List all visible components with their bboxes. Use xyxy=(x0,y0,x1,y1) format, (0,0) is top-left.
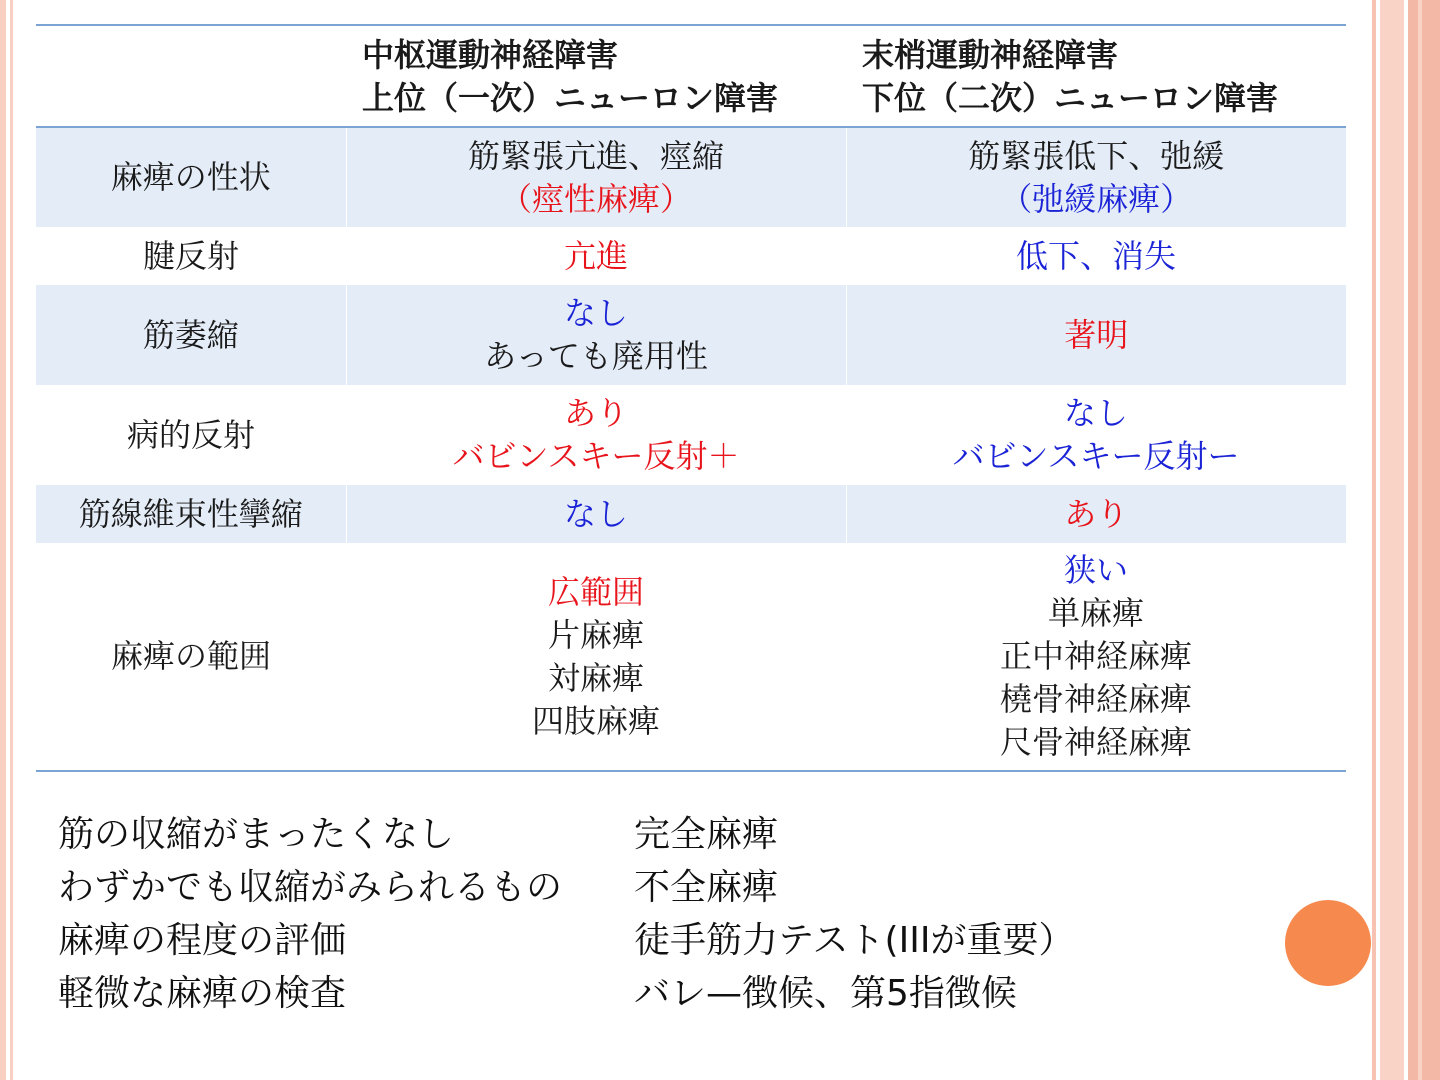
table-header-row xyxy=(36,25,1346,127)
upper-cell xyxy=(346,227,846,285)
cell-text: 筋緊張亢進、痙縮 xyxy=(467,136,724,175)
row-label: 筋萎縮 xyxy=(36,285,346,385)
lower-cell xyxy=(846,285,1346,385)
lower-cell xyxy=(846,385,1346,485)
row-label: 麻痺の範囲 xyxy=(110,637,271,675)
cell-text: （弛緩麻痺） xyxy=(1000,179,1193,218)
cell-text: 四肢麻痺 xyxy=(531,701,660,740)
upper-cell xyxy=(346,285,846,385)
cell-text: あっても廃用性 xyxy=(484,337,708,375)
note-row xyxy=(58,967,1258,1020)
table-row xyxy=(36,127,1346,227)
cell-text: 単麻痺 xyxy=(1047,594,1144,632)
cell-text: 尺骨神経麻痺 xyxy=(999,723,1192,761)
lower-cell xyxy=(846,127,1346,227)
cell-text: 橈骨神経麻痺 xyxy=(999,680,1192,718)
lower-cell xyxy=(846,543,1346,771)
lower-cell xyxy=(846,485,1346,543)
cell-text: 広範囲 xyxy=(547,572,644,611)
left-border-stripe xyxy=(0,0,6,1080)
cell-text: あり xyxy=(563,394,628,432)
note-description: 軽微な麻痺の検査 xyxy=(58,973,347,1014)
cell-text: バビンスキー反射ー xyxy=(952,437,1240,475)
table-row xyxy=(36,485,1346,543)
note-row xyxy=(58,914,1258,967)
cell-text: 低下、消失 xyxy=(1015,236,1176,275)
header-lower-motor xyxy=(846,25,1346,127)
row-label: 病的反射 xyxy=(126,415,255,454)
row-label: 筋線維束性攣縮 xyxy=(36,485,346,543)
cell-text: あり xyxy=(1064,494,1129,533)
table-row xyxy=(36,227,1346,285)
header-lower-subtitle: 下位（二次）ニューロン障害 xyxy=(862,79,1279,117)
paralysis-notes xyxy=(58,808,1258,1020)
row-label: 腱反射 xyxy=(142,236,239,275)
comparison-table xyxy=(36,24,1346,772)
upper-cell xyxy=(346,385,846,485)
row-label: 麻痺の性状 xyxy=(36,127,346,227)
cell-text: （痙性麻痺） xyxy=(499,179,692,218)
cell-text: 著明 xyxy=(1064,315,1129,354)
note-term: 完全麻痺 xyxy=(634,814,779,855)
header-lower-title: 末梢運動神経障害 xyxy=(862,36,1119,74)
note-description: 麻痺の程度の評価 xyxy=(58,920,347,961)
cell-text: 対麻痺 xyxy=(547,658,644,697)
upper-cell xyxy=(346,543,846,771)
note-description: わずかでも収縮がみられるもの xyxy=(58,867,563,908)
note-description: 筋の収縮がまったくなし xyxy=(58,814,455,855)
note-row xyxy=(58,861,1258,914)
note-term: バレ—徴候、第5指徴候 xyxy=(634,973,1017,1014)
table-row xyxy=(36,285,1346,385)
table-row xyxy=(36,385,1346,485)
header-empty-cell xyxy=(36,25,346,127)
upper-cell xyxy=(346,127,846,227)
right-border-line xyxy=(1372,0,1376,1080)
cell-text: 正中神経麻痺 xyxy=(999,637,1192,675)
cell-text: なし xyxy=(563,294,628,332)
right-border-band-outer xyxy=(1408,0,1440,1080)
cell-text: 片麻痺 xyxy=(547,615,644,654)
cell-text: バビンスキー反射＋ xyxy=(452,437,740,475)
header-upper-motor xyxy=(346,25,846,127)
cell-text: なし xyxy=(1063,394,1128,432)
table-row xyxy=(36,543,1346,771)
cell-text: 狭い xyxy=(1063,551,1128,589)
right-border-highlight xyxy=(1418,0,1422,1080)
cell-text: なし xyxy=(563,494,628,533)
right-border-band xyxy=(1380,0,1404,1080)
cell-text: 筋緊張低下、弛緩 xyxy=(968,136,1225,175)
note-row xyxy=(58,808,1258,861)
cell-text: 亢進 xyxy=(563,236,628,275)
header-upper-subtitle: 上位（一次）ニューロン障害 xyxy=(362,79,779,117)
note-term: 不全麻痺 xyxy=(634,867,779,908)
note-term: 徒手筋力テスト(IIIが重要） xyxy=(634,920,1075,961)
decorative-orange-circle xyxy=(1285,900,1371,986)
lower-cell xyxy=(846,227,1346,285)
upper-cell xyxy=(346,485,846,543)
header-upper-title: 中枢運動神経障害 xyxy=(362,36,619,74)
left-border-line xyxy=(10,0,13,1080)
